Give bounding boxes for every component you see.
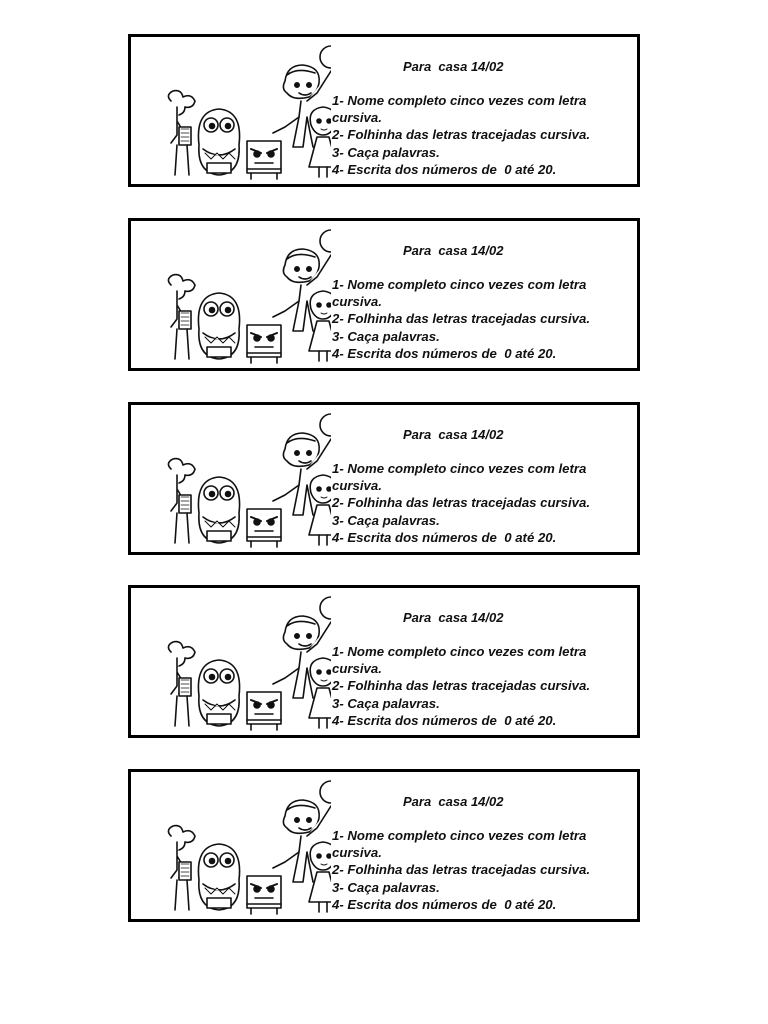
- task-line: 2- Folhinha das letras tracejadas cursiva.: [332, 495, 590, 511]
- task-line: 2- Folhinha das letras tracejadas cursiva.: [332, 311, 590, 327]
- task-line: 1- Nome completo cinco vezes com letra: [332, 461, 587, 476]
- task-line: cursiva.: [332, 845, 382, 861]
- task-line: 4- Escrita dos números de 0 até 20.: [332, 161, 557, 177]
- task-line: 4- Escrita dos números de 0 até 20.: [332, 712, 557, 728]
- cartoon-characters-illustration-icon: [151, 592, 331, 732]
- homework-card: [128, 585, 640, 738]
- task-list: [332, 827, 637, 913]
- cartoon-characters-illustration-icon: [151, 409, 331, 549]
- task-line: 1- Nome completo cinco vezes com letra: [332, 828, 587, 843]
- card-title: Para casa 14/02: [403, 243, 504, 258]
- task-line: 4- Escrita dos números de 0 até 20.: [332, 529, 557, 545]
- task-line: 4- Escrita dos números de 0 até 20.: [332, 345, 557, 361]
- task-line: 2- Folhinha das letras tracejadas cursiva.: [332, 678, 590, 694]
- homework-card: [128, 402, 640, 555]
- card-title: Para casa 14/02: [403, 794, 504, 809]
- homework-card: [128, 769, 640, 922]
- cartoon-characters-illustration-icon: [151, 41, 331, 181]
- homework-card: [128, 218, 640, 371]
- card-title: Para casa 14/02: [403, 610, 504, 625]
- task-line: cursiva.: [332, 661, 382, 677]
- task-list: [332, 276, 637, 362]
- task-line: 1- Nome completo cinco vezes com letra: [332, 644, 587, 659]
- task-list: [332, 460, 637, 546]
- task-line: 3- Caça palavras.: [332, 512, 440, 528]
- homework-card: [128, 34, 640, 187]
- cartoon-characters-illustration-icon: [151, 225, 331, 365]
- task-line: 3- Caça palavras.: [332, 144, 440, 160]
- task-line: 2- Folhinha das letras tracejadas cursiva.: [332, 127, 590, 143]
- card-title: Para casa 14/02: [403, 427, 504, 442]
- task-line: 1- Nome completo cinco vezes com letra: [332, 93, 587, 108]
- task-line: 3- Caça palavras.: [332, 879, 440, 895]
- task-line: 1- Nome completo cinco vezes com letra: [332, 277, 587, 292]
- task-line: 3- Caça palavras.: [332, 328, 440, 344]
- task-line: cursiva.: [332, 478, 382, 494]
- task-list: [332, 92, 637, 178]
- card-title: Para casa 14/02: [403, 59, 504, 74]
- task-list: [332, 643, 637, 729]
- task-line: 4- Escrita dos números de 0 até 20.: [332, 896, 557, 912]
- cartoon-characters-illustration-icon: [151, 776, 331, 916]
- task-line: cursiva.: [332, 110, 382, 126]
- task-line: 2- Folhinha das letras tracejadas cursiva.: [332, 862, 590, 878]
- task-line: cursiva.: [332, 294, 382, 310]
- task-line: 3- Caça palavras.: [332, 695, 440, 711]
